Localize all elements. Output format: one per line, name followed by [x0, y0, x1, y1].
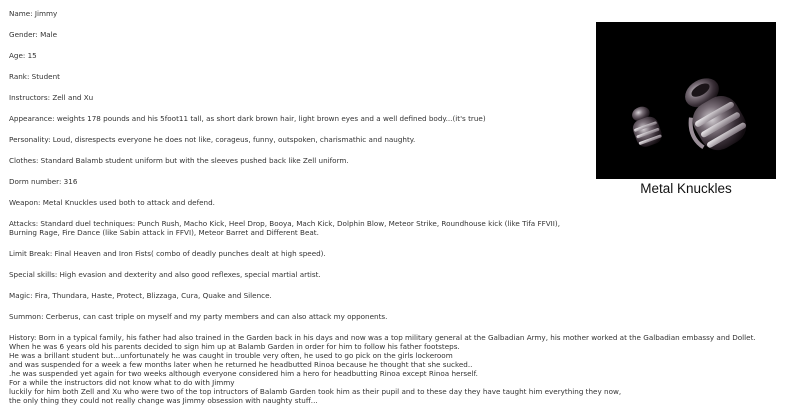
history-line: luckily for him both Zell and Xu who were two of the top intructors of Balamb Garden took him as their pupil and to these day they have taught him everything they now, [9, 387, 622, 396]
instructors-line: Instructors: Zell and Xu [9, 93, 94, 102]
magic-line: Magic: Fira, Thundara, Haste, Protect, Blizzaga, Cura, Quake and Silence. [9, 291, 272, 300]
attacks-line-2: Burning Rage, Fire Dance (like Sabin attack in FFVI), Meteor Barret and Different Beat. [9, 228, 319, 237]
history-line: .he was suspended yet again for two weeks although everyone considered him a hero for headbutting Rinoa except Rinoa herself. [9, 369, 478, 378]
personality-line: Personality: Loud, disrespects everyone he does not like, corageus, funny, outspoken, charismathic and naughty. [9, 135, 416, 144]
history-line: and was suspended for a week a few months later when he returned he headbutted Rinoa because he thought that she sucked.. [9, 360, 473, 369]
history-line: When he was 6 years old his parents decided to sign him up at Balamb Garden in order for him to follow his father footsteps. [9, 342, 460, 351]
history-line: For a while the instructors did not know what to do with Jimmy [9, 378, 235, 387]
rank-line: Rank: Student [9, 72, 60, 81]
summon-line: Summon: Cerberus, can cast triple on myself and my party members and can also attack my opponents. [9, 312, 388, 321]
attacks-line-1: Attacks: Standard duel techniques: Punch Rush, Macho Kick, Heel Drop, Booya, Mach Kick, Dolphin Blow, Meteor Strike, Roundhouse kick (like Tifa FFVII), [9, 219, 560, 228]
history-line: He was a brillant student but...unfortunately he was caught in trouble very often, he used to go pick on the girls lockeroom [9, 351, 453, 360]
dorm-line: Dorm number: 316 [9, 177, 78, 186]
metal-knuckles-icon [596, 22, 776, 179]
character-profile [9, 9, 756, 405]
gender-line: Gender: Male [9, 30, 58, 39]
clothes-line: Clothes: Standard Balamb student uniform but with the sleeves pushed back like Zell uniform. [9, 156, 349, 165]
name-line: Name: Jimmy [9, 9, 58, 18]
special-skills-line: Special skills: High evasion and dexterity and also good reflexes, special martial artist. [9, 270, 321, 279]
appearance-line: Appearance: weights 178 pounds and his 5foot11 tall, as short dark brown hair, light brown eyes and a well defined body...(it's true) [9, 114, 486, 123]
limit-break-line: Limit Break: Final Heaven and Iron Fists( combo of deadly punches dealt at high speed). [9, 249, 326, 258]
image-caption: Metal Knuckles [640, 181, 732, 196]
age-line: Age: 15 [9, 51, 37, 60]
weapon-line: Weapon: Metal Knuckles used both to attack and defend. [9, 198, 215, 207]
metal-knuckles-image [596, 22, 776, 179]
history-line: History: Born in a typical family, his father had also trained in the Garden back in his days and now was a top military general at the Galbadian Army, his mother worked at the Galbadian embassy and Dollet. [9, 333, 756, 342]
history-line: the only thing they could not really change was Jimmy obsession with naughty stuff... [9, 396, 318, 405]
